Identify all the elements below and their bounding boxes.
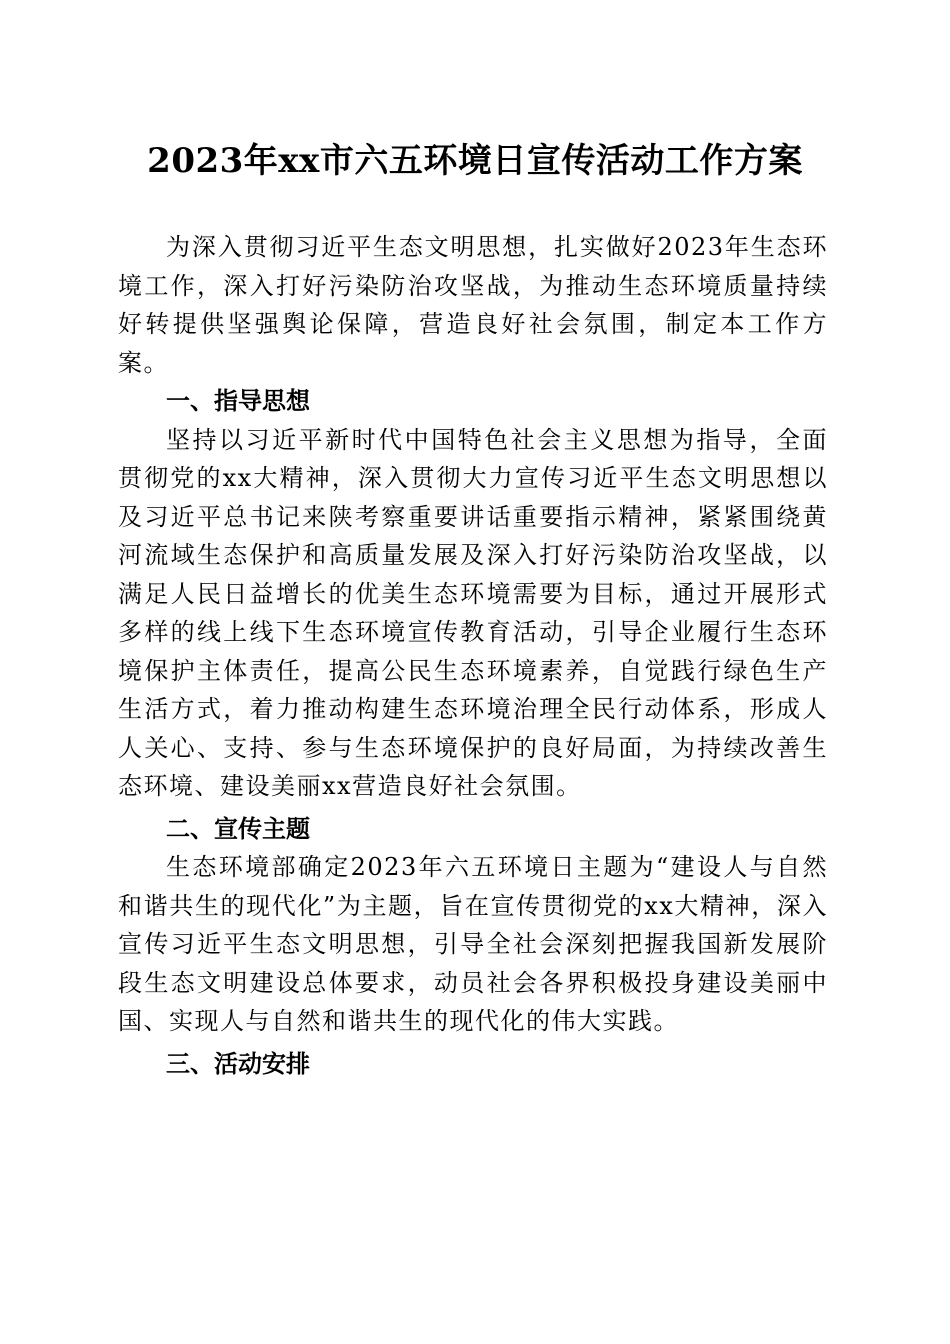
document-body (118, 228, 828, 1083)
section-paragraph-publicity-theme: 生态环境部确定2023年六五环境日主题为“建设人与自然和谐共生的现代化”为主题，旨在宣传贯彻党的xx大精神，深入宣传习近平生态文明思想，引导全社会深刻把握我国新发展阶段生态文明建设总体要求，动员社会各界积极投身建设美丽中国、实现人与自然和谐共生的现代化的伟大实践。 (118, 853, 828, 1035)
section-heading-guiding-ideology: 一、指导思想 (166, 387, 310, 415)
section-heading-activity-arrangement: 三、活动安排 (166, 1049, 310, 1078)
section-heading-publicity-theme: 二、宣传主题 (166, 814, 310, 843)
document-title: 2023年xx市六五环境日宣传活动工作方案 (147, 141, 803, 181)
section-paragraph-guiding-ideology: 坚持以习近平新时代中国特色社会主义思想为指导，全面贯彻党的xx大精神，深入贯彻大力宣传习近平生态文明思想以及习近平总书记来陕考察重要讲话重要指示精神，紧紧围绕黄河流域生态保护和高质量发展及深入打好污染防治攻坚战，以满足人民日益增长的优美生态环境需要为目标，通过开展形式多样的线上线下生态环境宣传教育活动，引导企业履行生态环境保护主体责任，提高公民生态环境素养，自觉践行绿色生产生活方式，着力推动构建生态环境治理全民行动体系，形成人人关心、支持、参与生态环境保护的良好局面，为持续改善生态环境、建设美丽xx营造良好社会氛围。 (118, 425, 828, 800)
intro-paragraph: 为深入贯彻习近平生态文明思想，扎实做好2023年生态环境工作，深入打好污染防治攻坚战，为推动生态环境质量持续好转提供坚强舆论保障，营造良好社会氛围，制定本工作方案。 (118, 233, 828, 377)
